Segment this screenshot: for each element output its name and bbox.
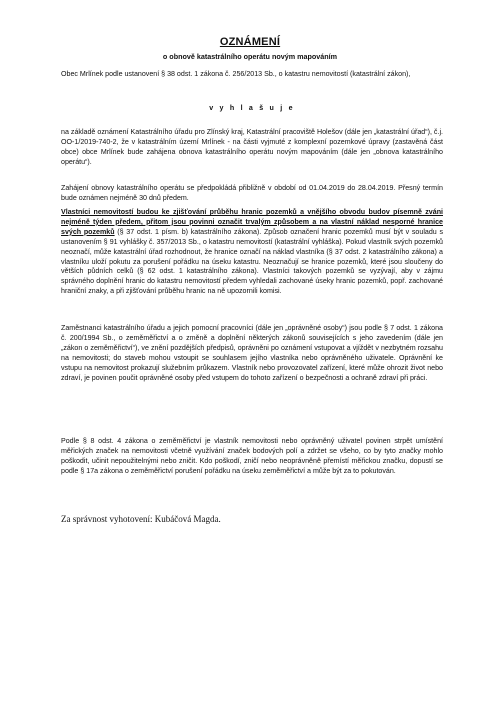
owners-obligation-paragraph — [61, 208, 443, 297]
document-subtitle: o obnově katastrálního operátu novým mapováním — [162, 52, 338, 61]
announcement-paragraph: na základě oznámení Katastrálního úřadu pro Zlínský kraj, Katastrální pracoviště Holešov (dále jen „katastrální úřad“), č.j. OO-1/2019-740-2, že v katastrálním území Mrlínek - na části vyjmuté z komplexní pozemkové úpravy (zastavěná část obce) obce Mrlínek bude zahájena obnova katastrálního operátu novým mapováním (dále jen „obnova katastrálního operátu“). — [61, 128, 443, 166]
owners-obligation-emphasis: Vlastníci nemovitostí budou ke zjišťování průběhu hranic pozemků a vnějšího obvodu budov písemně zváni nejméně týden předem, přitom jsou povinni označit trvalým způsobem a na vlastní náklad nesporné hranice svých pozemků — [61, 208, 443, 236]
announces-heading: v y h l a š u j e — [209, 104, 295, 112]
signature-line: Za správnost vyhotovení: Kubáčová Magda. — [61, 514, 221, 524]
owners-obligation-text: (§ 37 odst. 1 písm. b) katastrálního zákona). Způsob označení hranic pozemků musí být v souladu s ustanovením § 91 vyhlášky č. 357/2013 Sb., o katastru nemovitostí (katastrální vyhláška). Pokud vlastník svých pozemků neoznačí, může katastrální úřad rozhodnout, že hranice označí na náklad vlastníka (§ 37 odst. 2 katastrálního zákona) a vlastníku uloží pokutu za porušení pořádku na úseku katastru. Neoznačují se hranice pozemků, které jsou sloučeny do větších půdních celků (§ 62 odst. 1 katastrálního zákona). Vlastníci takových pozemků se vyzývají, aby v zájmu správného doplnění hranic do katastru nemovitostí předem vyhledali zachované úseky hranic pozemků, popř. zachované hraniční znaky, a při zjišťování průběhu hranic na ně upozornili komisi. — [61, 227, 443, 296]
intro-paragraph: Obec Mrlínek podle ustanovení § 38 odst. 1 zákona č. 256/2013 Sb., o katastru nemovitostí (katastrální zákon), — [61, 70, 411, 78]
schedule-paragraph: Zahájení obnovy katastrálního operátu se předpokládá přibližně v období od 01.04.2019 do 28.04.2019. Přesný termín bude oznámen nejméně 30 dnů předem. — [61, 184, 443, 202]
access-rights-paragraph: Zaměstnanci katastrálního úřadu a jejich pomocní pracovníci (dále jen „oprávněné osoby“) jsou podle § 7 odst. 1 zákona č. 200/1994 Sb., o zeměměřictví a o změně a doplnění některých zákonů souvisejících s jeho zavedením (dále jen „zákon o zeměměřictví“), ve znění pozdějších předpisů, oprávněni po oznámení vstupovat a vjíždět v nezbytném rozsahu na nemovitosti; do staveb mohou vstoupit se souhlasem jejího vlastníka nebo oprávněného uživatele. Oprávnění ke vstupu na nemovitost prokazují služebním průkazem. Vlastník nebo provozovatel zařízení, které může ohrozit život nebo zdraví, je povinen poučit oprávněné osoby před vstupem do tohoto zařízení o bezpečnosti a ochraně zdraví při práci. — [61, 324, 443, 382]
survey-marks-paragraph: Podle § 8 odst. 4 zákona o zeměměřictví je vlastník nemovitosti nebo oprávněný uživatel povinen strpět umístění měřických značek na nemovitosti včetně využívání značek bodových polí a zdržet se všeho, co by tyto značky mohlo poškodit, učinit nepoužitelnými nebo zničit. Kdo poškodí, zničí nebo neoprávněně přemístí měřickou značku, dopustí se podle § 17a zákona o zeměměřictví porušení pořádku na úseku zeměměřictví a může být za to pokutován. — [61, 437, 443, 475]
document-title: OZNÁMENÍ — [219, 36, 281, 48]
